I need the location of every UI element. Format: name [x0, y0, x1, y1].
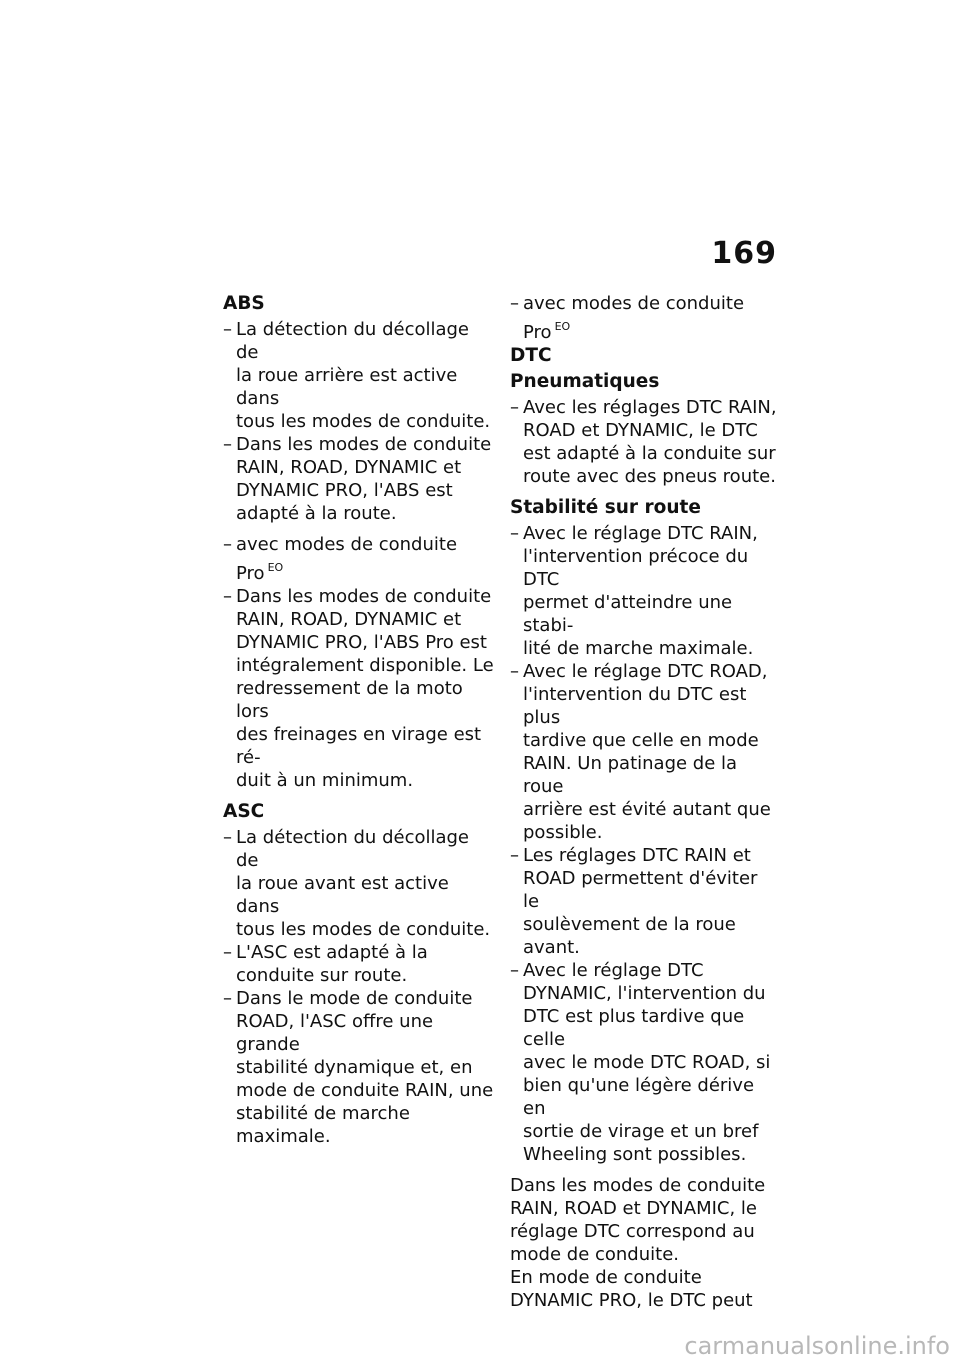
list-item-line: possible. — [523, 822, 603, 843]
list-item-line: intégralement disponible. Le — [236, 655, 494, 676]
list-item-line: sortie de virage et un bref — [523, 1121, 759, 1142]
list-item-line: permet d'atteindre une stabi- — [523, 592, 733, 636]
list-item-line: lité de marche maximale. — [523, 638, 754, 659]
abs-list — [223, 318, 495, 525]
list-item-line: adapté à la route. — [236, 503, 397, 524]
list-item-line: tardive que celle en mode — [523, 730, 759, 751]
pro-option-right — [510, 292, 778, 344]
right-column — [510, 292, 778, 1312]
pro-option-text: – avec modes de conduite — [523, 293, 745, 314]
list-item-line: des freinages en virage est ré- — [236, 724, 482, 768]
eo-marker: EO — [267, 561, 284, 574]
list-item-line: route avec des pneus route. — [523, 466, 776, 487]
list-item-line: – La détection du décollage de — [236, 827, 470, 871]
list-item-line: la roue avant est active dans — [236, 873, 449, 917]
pro-option-text: Pro $^{EO}$ — [236, 561, 284, 584]
paragraph-line: En mode de conduite — [510, 1267, 702, 1288]
list-item-line: – Avec le réglage DTC RAIN, — [523, 523, 758, 544]
list-item — [510, 844, 778, 959]
list-item-line: – La détection du décollage de — [236, 319, 470, 363]
list-item-line: RAIN, ROAD, DYNAMIC et — [236, 609, 462, 630]
list-item — [223, 826, 495, 941]
paragraph-line: DYNAMIC PRO, le DTC peut — [510, 1290, 753, 1311]
dtc-heading: DTC — [510, 345, 552, 366]
list-item-line: DTC est plus tardive que celle — [523, 1006, 745, 1050]
asc-list — [223, 826, 495, 1148]
list-item-line: redressement de la moto lors — [236, 678, 463, 722]
list-item — [510, 522, 778, 660]
list-item-line: DYNAMIC, l'intervention du — [523, 983, 766, 1004]
list-item-line: – L'ASC est adapté à la — [236, 942, 428, 963]
pro-option-left — [223, 533, 495, 585]
list-item — [510, 396, 778, 488]
list-item-line: ROAD permettent d'éviter le — [523, 868, 758, 912]
paragraph-line: mode de conduite. — [510, 1244, 679, 1265]
list-item — [223, 987, 495, 1148]
list-item-line: conduite sur route. — [236, 965, 408, 986]
paragraph-line: réglage DTC correspond au — [510, 1221, 755, 1242]
tyres-list — [510, 396, 778, 488]
watermark: carmanualsonline.info — [684, 1332, 950, 1360]
left-column — [223, 292, 495, 1148]
list-item-line: mode de conduite RAIN, une — [236, 1080, 494, 1101]
list-item-line: DYNAMIC PRO, l'ABS est — [236, 480, 453, 501]
stability-heading: Stabilité sur route — [510, 497, 701, 518]
paragraph-line: Dans les modes de conduite — [510, 1175, 766, 1196]
list-item — [223, 585, 495, 792]
list-item-line: duit à un minimum. — [236, 770, 414, 791]
list-item — [510, 959, 778, 1166]
list-item-line: tous les modes de conduite. — [236, 919, 491, 940]
tyres-heading: Pneumatiques — [510, 371, 660, 392]
pro-option-text: – avec modes de conduite — [236, 534, 458, 555]
list-item-line: RAIN. Un patinage de la roue — [523, 753, 738, 797]
pro-option-text: Pro $^{EO}$ — [523, 320, 571, 343]
list-item-line: soulèvement de la roue avant. — [523, 914, 736, 958]
page-number: 169 — [711, 236, 777, 271]
list-item-line: DYNAMIC PRO, l'ABS Pro est — [236, 632, 487, 653]
list-item-line: tous les modes de conduite. — [236, 411, 491, 432]
list-item — [223, 941, 495, 987]
eo-marker: EO — [554, 320, 571, 333]
list-item-line: – Dans le mode de conduite — [236, 988, 473, 1009]
list-item — [510, 660, 778, 844]
list-item-line: ROAD, l'ASC offre une grande — [236, 1011, 434, 1055]
list-item-line: – Avec les réglages DTC RAIN, — [523, 397, 777, 418]
asc-heading: ASC — [223, 801, 265, 822]
list-item-line: Wheeling sont possibles. — [523, 1144, 747, 1165]
stability-list — [510, 522, 778, 1166]
abs-pro-list — [223, 585, 495, 792]
list-item-line: stabilité dynamique et, en — [236, 1057, 473, 1078]
list-item-line: est adapté à la conduite sur — [523, 443, 776, 464]
list-item-line: RAIN, ROAD, DYNAMIC et — [236, 457, 462, 478]
list-item-line: la roue arrière est active dans — [236, 365, 458, 409]
abs-heading: ABS — [223, 293, 265, 314]
list-item-line: arrière est évité autant que — [523, 799, 771, 820]
list-item — [223, 433, 495, 525]
closing-paragraph — [510, 1174, 778, 1312]
list-item-line: l'intervention du DTC est plus — [523, 684, 747, 728]
list-item-line: avec le mode DTC ROAD, si — [523, 1052, 771, 1073]
list-item-line: – Dans les modes de conduite — [236, 586, 492, 607]
list-item-line: stabilité de marche maximale. — [236, 1103, 410, 1147]
list-item-line: – Avec le réglage DTC ROAD, — [523, 661, 768, 682]
list-item-line: – Les réglages DTC RAIN et — [523, 845, 751, 866]
list-item-line: bien qu'une légère dérive en — [523, 1075, 755, 1119]
list-item-line: – Avec le réglage DTC — [523, 960, 704, 981]
list-item-line: l'intervention précoce du DTC — [523, 546, 749, 590]
list-item-line: – Dans les modes de conduite — [236, 434, 492, 455]
list-item — [223, 318, 495, 433]
list-item-line: ROAD et DYNAMIC, le DTC — [523, 420, 758, 441]
paragraph-line: RAIN, ROAD et DYNAMIC, le — [510, 1198, 757, 1219]
